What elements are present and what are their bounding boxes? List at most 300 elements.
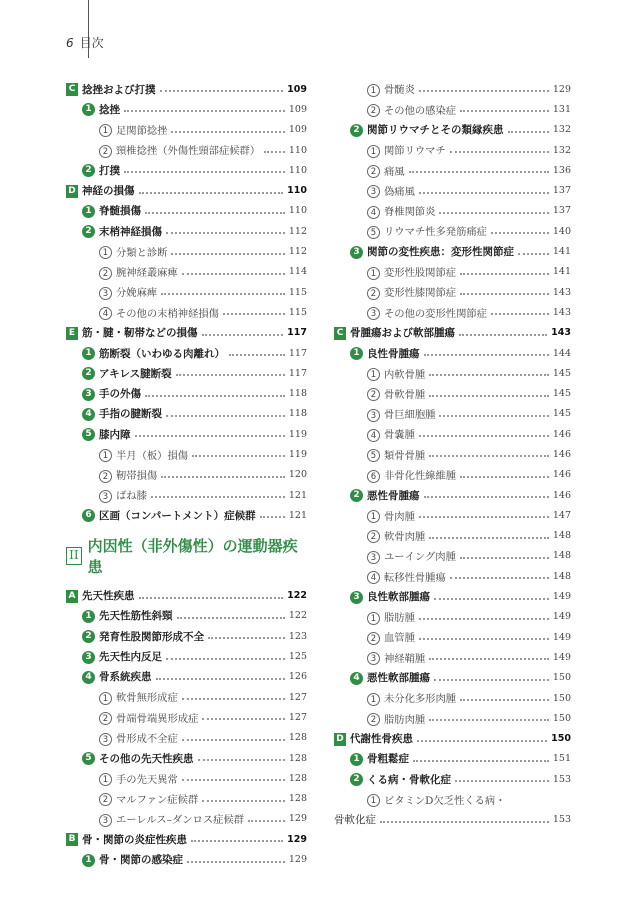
entry-title: 良性軟部腫瘍 — [367, 591, 430, 604]
subsection-number-badge: 1 — [350, 347, 363, 360]
entry-title: 軟骨肉腫 — [384, 530, 426, 543]
page-number: 114 — [288, 266, 307, 278]
toc-entry[interactable] — [334, 789, 571, 809]
entry-title: 骨端骨端異形成症 — [116, 712, 199, 725]
toc-entry[interactable] — [334, 465, 571, 485]
page-number: 143 — [552, 286, 571, 298]
subsection-number-badge: 2 — [82, 164, 95, 177]
dot-leader — [202, 334, 284, 336]
dot-leader — [182, 779, 285, 781]
item-number-circle: 1 — [99, 449, 112, 462]
toc-entry[interactable] — [66, 302, 307, 322]
entry-title: 未分化多形肉腫 — [384, 693, 457, 706]
page-number: 146 — [552, 489, 571, 501]
dot-leader — [171, 253, 284, 255]
dot-leader — [419, 192, 549, 194]
part-number-badge: II — [66, 547, 82, 565]
dot-leader — [145, 212, 285, 214]
toc-entry[interactable] — [334, 140, 571, 160]
toc-entry[interactable] — [334, 383, 571, 403]
entry-title: 神経の損傷 — [82, 185, 135, 198]
subsection-number-badge: 5 — [82, 752, 95, 765]
entry-title: 非骨化性線維腫 — [384, 470, 457, 483]
toc-entry[interactable] — [334, 444, 571, 464]
dot-leader — [124, 110, 285, 112]
dot-leader — [491, 313, 549, 315]
item-number-circle: 1 — [367, 368, 380, 381]
toc-entry[interactable] — [66, 241, 307, 261]
entry-title: 骨・関節の炎症性疾患 — [82, 833, 187, 846]
entry-title: 先天性疾患 — [82, 590, 135, 603]
page-number: 149 — [552, 651, 571, 663]
page-number: 115 — [288, 306, 307, 318]
dot-leader — [229, 354, 285, 356]
toc-entry[interactable] — [334, 810, 571, 830]
part-heading — [66, 526, 307, 586]
item-number-circle: 2 — [99, 712, 112, 725]
page-number: 129 — [288, 854, 307, 866]
toc-entry[interactable] — [66, 120, 307, 140]
entry-title: 分類と診断 — [116, 246, 168, 259]
page-number: 129 — [288, 813, 307, 825]
page-number: 117 — [288, 347, 307, 359]
dot-leader — [161, 293, 285, 295]
section-letter-badge: B — [66, 833, 78, 846]
dot-leader — [429, 374, 549, 376]
item-number-circle: 1 — [99, 773, 112, 786]
toc-entry[interactable] — [66, 768, 307, 788]
page-number: 119 — [288, 428, 307, 440]
dot-leader — [429, 658, 549, 660]
toc-entry[interactable] — [334, 627, 571, 647]
toc-entry[interactable] — [66, 809, 307, 829]
entry-title: 骨嚢腫 — [384, 429, 415, 442]
dot-leader — [429, 455, 549, 457]
page-number: 121 — [288, 489, 307, 501]
page-number: 129 — [287, 833, 307, 845]
subsection-number-badge: 3 — [82, 651, 95, 664]
toc-entry[interactable] — [334, 566, 571, 586]
subsection-number-badge: 4 — [82, 408, 95, 421]
toc-entry[interactable] — [334, 302, 571, 322]
page-number: 127 — [288, 691, 307, 703]
dot-leader — [192, 455, 285, 457]
section-letter-badge: E — [66, 327, 78, 340]
page-number: 132 — [552, 144, 571, 156]
dot-leader — [518, 253, 549, 255]
page-number: 145 — [552, 367, 571, 379]
entry-title: 筋断裂（いわゆる肉離れ） — [99, 347, 225, 360]
item-number-circle: 2 — [367, 104, 380, 117]
item-number-circle: 1 — [367, 612, 380, 625]
subsection-number-badge: 4 — [350, 672, 363, 685]
dot-leader — [429, 719, 549, 721]
subsection-number-badge: 5 — [82, 428, 95, 441]
entry-title: 類骨骨腫 — [384, 449, 426, 462]
entry-title: 軟骨無形成症 — [116, 692, 178, 705]
page-number: 148 — [552, 530, 571, 542]
dot-leader — [419, 435, 549, 437]
subsection-number-badge: 3 — [350, 591, 363, 604]
item-number-circle: 4 — [367, 429, 380, 442]
dot-leader — [139, 192, 284, 194]
toc-entry[interactable] — [334, 201, 571, 221]
toc-entry[interactable] — [66, 323, 307, 343]
dot-leader — [182, 698, 285, 700]
entry-title: ユーイング肉腫 — [384, 551, 456, 564]
toc-entry[interactable] — [66, 363, 307, 383]
dot-leader — [202, 718, 284, 720]
item-number-circle: 4 — [367, 571, 380, 584]
entry-title: 神経鞘腫 — [384, 652, 426, 665]
toc-entry[interactable] — [334, 99, 571, 119]
page-number: 112 — [288, 225, 307, 237]
toc-entry[interactable] — [66, 646, 307, 666]
item-number-circle: 3 — [367, 409, 380, 422]
entry-title: その他の末梢神経損傷 — [116, 307, 219, 320]
entry-title: 打撲 — [99, 164, 120, 177]
item-number-circle: 3 — [367, 185, 380, 198]
item-number-circle: 1 — [99, 692, 112, 705]
entry-title: 骨形成不全症 — [116, 733, 178, 745]
toc-entry[interactable] — [334, 586, 571, 606]
dot-leader — [145, 395, 285, 397]
item-number-circle: 2 — [367, 165, 380, 178]
entry-title: ばね膝 — [116, 490, 147, 503]
toc-entry[interactable] — [334, 546, 571, 566]
toc-entry[interactable] — [66, 667, 307, 687]
section-letter-badge: C — [334, 327, 346, 340]
entry-title: 偽痛風 — [384, 185, 415, 198]
page-number: 115 — [288, 286, 307, 298]
page-number: 109 — [288, 103, 307, 115]
entry-title: 骨腫瘍および軟部腫瘍 — [350, 327, 455, 340]
entry-title: 関節の変性疾患：変形性関節症 — [367, 246, 514, 259]
toc-entry[interactable] — [334, 323, 571, 343]
dot-leader — [202, 800, 285, 802]
dot-leader — [166, 232, 285, 234]
subsection-number-badge: 1 — [82, 347, 95, 360]
entry-title: 骨巨細胞腫 — [384, 409, 436, 422]
item-number-circle: 2 — [367, 287, 380, 300]
item-number-circle: 3 — [367, 307, 380, 320]
item-number-circle: 1 — [367, 145, 380, 158]
entry-title: 転移性骨腫瘍 — [384, 571, 446, 584]
page-number: 150 — [551, 733, 571, 745]
toc-entry[interactable] — [334, 505, 571, 525]
item-number-circle: 3 — [99, 814, 112, 827]
toc-entry[interactable] — [334, 404, 571, 424]
subsection-number-badge: 1 — [82, 205, 95, 218]
subsection-number-badge: 2 — [350, 124, 363, 137]
toc-entry[interactable] — [334, 363, 571, 383]
item-number-circle: 1 — [367, 267, 380, 280]
dot-leader — [198, 759, 285, 761]
page-number: 144 — [552, 347, 571, 359]
item-number-circle: 2 — [99, 793, 112, 806]
dot-leader — [460, 293, 549, 295]
dot-leader — [460, 699, 549, 701]
entry-title: 脂肪肉腫 — [384, 713, 426, 726]
toc-entry[interactable] — [334, 424, 571, 444]
dot-leader — [450, 151, 549, 153]
page-number: 128 — [288, 772, 307, 784]
page-number: 149 — [552, 631, 571, 643]
toc-entry[interactable] — [334, 749, 571, 769]
page-number: 121 — [288, 509, 307, 521]
subsection-number-badge: 1 — [82, 854, 95, 867]
dot-leader — [139, 597, 284, 599]
dot-leader — [417, 740, 547, 742]
entry-title: 発育性股関節形成不全 — [99, 630, 204, 643]
dot-leader — [177, 617, 285, 619]
toc-entry[interactable] — [66, 829, 307, 849]
dot-leader — [208, 637, 285, 639]
item-number-circle: 1 — [99, 246, 112, 259]
toc-entry[interactable] — [66, 849, 307, 869]
toc-entry[interactable] — [334, 729, 571, 749]
item-number-circle: 1 — [367, 693, 380, 706]
item-number-circle: 2 — [367, 713, 380, 726]
dot-leader — [260, 516, 285, 518]
subsection-number-badge: 2 — [82, 367, 95, 380]
item-number-circle: 2 — [367, 530, 380, 543]
page-number: 110 — [288, 205, 307, 217]
section-letter-badge: D — [66, 185, 78, 198]
item-number-circle: 1 — [99, 124, 112, 137]
entry-title: 頸椎捻挫（外傷性頸部症候群） — [116, 145, 261, 158]
entry-title: 骨軟骨腫 — [384, 388, 426, 401]
dot-leader — [151, 496, 285, 498]
toc-entry[interactable] — [334, 180, 571, 200]
toc-entry[interactable] — [334, 79, 571, 99]
entry-title: 骨・関節の感染症 — [99, 854, 183, 867]
dot-leader — [419, 90, 549, 92]
entry-title: 末梢神経損傷 — [99, 225, 162, 238]
item-number-circle: 6 — [367, 470, 380, 483]
dot-leader — [424, 354, 549, 356]
section-letter-badge: D — [334, 733, 346, 746]
toc-entry[interactable] — [66, 728, 307, 748]
page-number: 110 — [287, 185, 307, 197]
toc-entry[interactable] — [66, 79, 307, 99]
entry-title: 変形性股関節症 — [384, 267, 457, 280]
entry-title: ビタミンD欠乏性くる病・ — [384, 794, 506, 807]
toc-entry[interactable] — [66, 221, 307, 241]
dot-leader — [508, 131, 549, 133]
toc-entry[interactable] — [66, 404, 307, 424]
item-number-circle: 3 — [367, 652, 380, 665]
toc-entry[interactable] — [334, 221, 571, 241]
running-title: 目次 — [79, 36, 104, 50]
toc-entry[interactable] — [66, 180, 307, 200]
page-number: 137 — [552, 205, 571, 217]
page-header — [66, 34, 104, 51]
section-letter-badge: A — [66, 590, 78, 603]
entry-title: 痛風 — [384, 165, 405, 178]
page-number: 149 — [552, 611, 571, 623]
page-number: 117 — [287, 327, 307, 339]
toc-entry[interactable] — [334, 120, 571, 140]
entry-title: 足関節捻挫 — [116, 124, 168, 137]
dot-leader — [413, 760, 549, 762]
dot-leader — [191, 840, 283, 842]
page-number: 110 — [288, 164, 307, 176]
dot-leader — [380, 821, 549, 823]
entry-title: 膝内障 — [99, 428, 131, 441]
page-number: 137 — [552, 185, 571, 197]
toc-entry[interactable] — [334, 607, 571, 627]
toc-entry[interactable] — [334, 241, 571, 261]
entry-title: 変形性膝関節症 — [384, 287, 457, 300]
dot-leader — [429, 395, 549, 397]
item-number-circle: 4 — [99, 307, 112, 320]
toc-entry[interactable] — [334, 262, 571, 282]
item-number-circle: 3 — [99, 490, 112, 503]
entry-title: 先天性筋性斜頸 — [99, 610, 173, 623]
toc-entry[interactable] — [66, 343, 307, 363]
entry-title: 分娩麻痺 — [116, 287, 158, 300]
item-number-circle: 3 — [99, 733, 112, 746]
entry-title: その他の感染症 — [384, 104, 457, 117]
toc-entry[interactable] — [334, 769, 571, 789]
entry-title: 捻挫 — [99, 103, 120, 116]
toc-entry[interactable] — [334, 343, 571, 363]
subsection-number-badge: 3 — [82, 388, 95, 401]
page-number: 143 — [551, 327, 571, 339]
page-number: 132 — [552, 124, 571, 136]
item-number-circle: 4 — [367, 206, 380, 219]
dot-leader — [223, 313, 285, 315]
toc-entry[interactable] — [334, 282, 571, 302]
subsection-number-badge: 4 — [82, 671, 95, 684]
toc-entry[interactable] — [334, 668, 571, 688]
subsection-number-badge: 6 — [82, 509, 95, 522]
page-number: 141 — [552, 266, 571, 278]
item-number-circle: 5 — [367, 449, 380, 462]
item-number-circle: 3 — [99, 287, 112, 300]
page-number: 145 — [552, 388, 571, 400]
toc-entry[interactable] — [66, 201, 307, 221]
entry-title: 良性骨腫瘍 — [367, 347, 420, 360]
toc-entry[interactable] — [334, 708, 571, 728]
page-number: 146 — [552, 469, 571, 481]
toc-entry[interactable] — [66, 465, 307, 485]
toc-entry[interactable] — [66, 748, 307, 768]
toc-entry[interactable] — [334, 485, 571, 505]
toc-entry[interactable] — [334, 647, 571, 667]
subsection-number-badge: 1 — [82, 610, 95, 623]
page-number: 129 — [552, 83, 571, 95]
entry-title: 手の外傷 — [99, 388, 141, 401]
toc-entry[interactable] — [66, 444, 307, 464]
item-number-circle: 1 — [367, 794, 380, 807]
entry-title: アキレス腱断裂 — [99, 367, 172, 380]
toc-entry[interactable] — [66, 262, 307, 282]
toc-entry[interactable] — [66, 99, 307, 119]
page-number: 122 — [287, 590, 307, 602]
dot-leader — [460, 273, 549, 275]
page-number: 145 — [552, 408, 571, 420]
entry-title: 区画（コンパートメント）症候群 — [99, 509, 256, 522]
toc-entry[interactable] — [66, 586, 307, 606]
page-number: 146 — [552, 428, 571, 440]
page-number: 148 — [552, 550, 571, 562]
item-number-circle: 5 — [367, 226, 380, 239]
dot-leader — [455, 780, 549, 782]
toc-entry[interactable] — [66, 383, 307, 403]
entry-title: 代謝性骨疾患 — [350, 733, 413, 746]
dot-leader — [429, 537, 549, 539]
part-title: 内因性（非外傷性）の運動器疾患 — [87, 536, 298, 576]
page-number: 120 — [288, 469, 307, 481]
dot-leader — [419, 618, 549, 620]
toc-entry[interactable] — [66, 707, 307, 727]
toc-entry[interactable] — [66, 160, 307, 180]
page-number: 125 — [288, 651, 307, 663]
toc-entry[interactable] — [66, 140, 307, 160]
toc-entry[interactable] — [66, 282, 307, 302]
entry-title: 骨粗鬆症 — [367, 753, 409, 766]
dot-leader — [424, 496, 549, 498]
dot-leader — [434, 679, 549, 681]
entry-title: 悪性軟部腫瘍 — [367, 672, 430, 685]
page-number: 123 — [288, 630, 307, 642]
toc-entry[interactable] — [66, 606, 307, 626]
toc-entry[interactable] — [66, 485, 307, 505]
dot-leader — [161, 476, 285, 478]
toc-entry[interactable] — [334, 526, 571, 546]
dot-leader — [166, 658, 285, 660]
toc-entry[interactable] — [334, 160, 571, 180]
page-number: 118 — [288, 408, 307, 420]
dot-leader — [491, 232, 549, 234]
entry-title: その他の先天性疾患 — [99, 752, 194, 765]
entry-title: 靭帯損傷 — [116, 470, 158, 483]
dot-leader — [434, 598, 549, 600]
subsection-number-badge: 2 — [82, 630, 95, 643]
page-number: 6 — [66, 36, 74, 50]
toc-entry[interactable] — [334, 688, 571, 708]
toc-entry[interactable] — [66, 687, 307, 707]
dot-leader — [182, 273, 285, 275]
dot-leader — [187, 861, 285, 863]
page-number: 131 — [552, 103, 571, 115]
page-number: 148 — [552, 570, 571, 582]
entry-title: 骨系統疾患 — [99, 671, 152, 684]
toc-entry[interactable] — [66, 424, 307, 444]
toc-entry[interactable] — [66, 505, 307, 525]
dot-leader — [460, 110, 549, 112]
toc-left-column — [66, 79, 307, 870]
toc-entry[interactable] — [66, 789, 307, 809]
entry-title: 血管腫 — [384, 632, 415, 645]
entry-title: 骨髄炎 — [384, 84, 415, 97]
entry-title: 脂肪腫 — [384, 612, 415, 625]
dot-leader — [409, 171, 549, 173]
entry-title: 腕神経叢麻痺 — [116, 267, 178, 280]
dot-leader — [171, 131, 284, 133]
entry-title: くる病・骨軟化症 — [367, 773, 451, 786]
page-number: 110 — [288, 144, 307, 156]
toc-entry[interactable] — [66, 626, 307, 646]
item-number-circle: 1 — [367, 84, 380, 97]
page-number: 146 — [552, 448, 571, 460]
section-letter-badge: C — [66, 83, 78, 96]
dot-leader — [460, 557, 549, 559]
page-number: 150 — [552, 712, 571, 724]
page-number: 151 — [552, 753, 571, 765]
